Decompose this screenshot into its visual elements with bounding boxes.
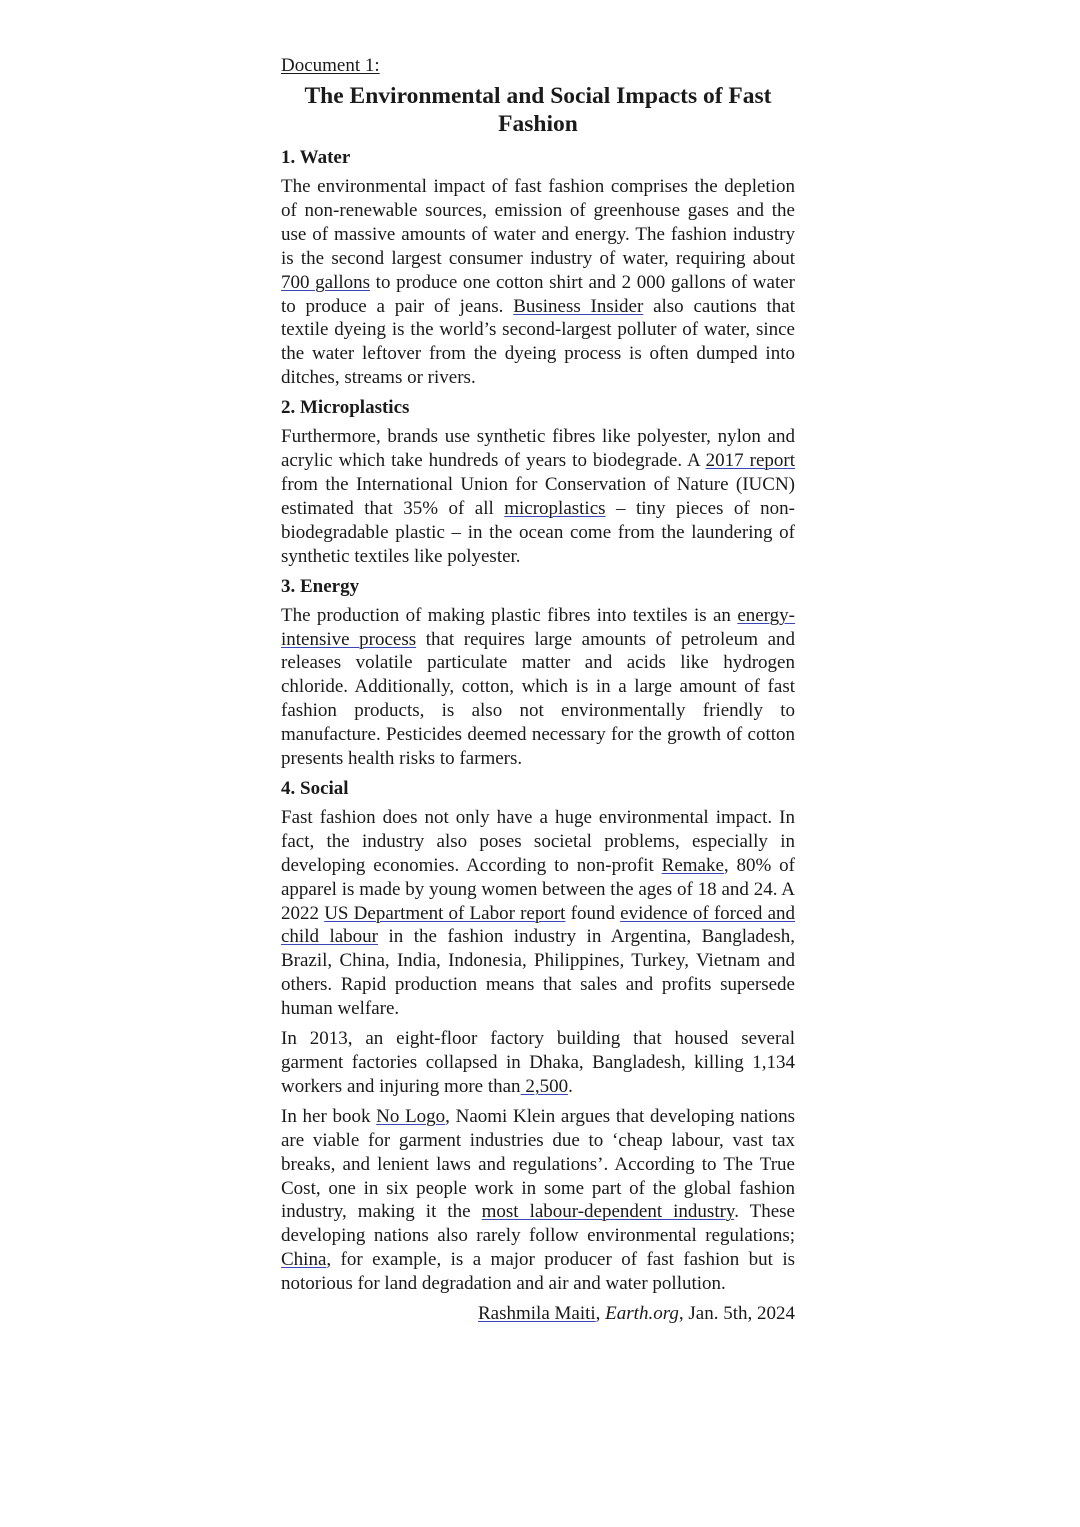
- text: The environmental impact of fast fashion comprises the depletion of non-renewable sources, emission of greenhouse gases and the use of massive amounts of water and energy. The fashion industry is the second largest consumer industry of water, requiring about: [281, 176, 795, 269]
- text: that requires large amounts of petroleum and releases volatile particulate matter and acids like hydrogen chloride. Additionally, cotton, which is in a large amount of fast fashion products, is also not environmentally friendly to manufacture. Pesticides deemed necessary for the growth of cotton presents health risks to farmers.: [281, 628, 795, 770]
- text: Fast fashion does not only have a huge environmental impact. In fact, the industry also poses societal problems, especially in developing economies. According to non-profit: [281, 806, 795, 876]
- text: Furthermore, brands use synthetic fibres like polyester, nylon and acrylic which take hundreds of years to biodegrade. A: [281, 426, 795, 472]
- section-heading: 1. Water: [281, 147, 351, 168]
- link-energy-intensive-process[interactable]: energy-intensive process: [281, 604, 795, 650]
- section-energy: [281, 575, 795, 771]
- text: – tiny pieces of non-biodegradable plastic – in the ocean come from the laundering of synthetic textiles like polyester.: [281, 497, 795, 567]
- paragraph: [281, 1027, 795, 1099]
- text: to produce one cotton shirt and 2 000 gallons of water to produce a pair of jeans.: [281, 271, 796, 317]
- text: also cautions that textile dyeing is the world’s second-largest polluter of water, since the water leftover from the dyeing process is often dumped into ditches, streams or rivers.: [281, 295, 796, 389]
- text: from the International Union for Conservation of Nature (IUCN) estimated that 35% of all: [281, 473, 795, 519]
- document-title: The Environmental and Social Impacts of Fast Fashion: [304, 83, 772, 137]
- text: , 80% of apparel is made by young women between the ages of 18 and 24. A 2022: [281, 854, 796, 924]
- link-business-insider[interactable]: Business Insider: [513, 295, 644, 317]
- document-label: Document 1:: [281, 55, 380, 76]
- text: .: [568, 1075, 573, 1097]
- paragraph: [281, 1105, 795, 1296]
- separator: ,: [678, 1303, 689, 1325]
- text: , Naomi Klein argues that developing nations are viable for garment industries due to ‘cheap labour, vast tax breaks, and lenient laws and regulations’. According to The True Cost, one in six people work in some part of the global fashion industry, making it the: [281, 1105, 796, 1223]
- section-heading: 2. Microplastics: [281, 397, 410, 419]
- link-2500[interactable]: 2,500: [520, 1075, 569, 1097]
- section-heading: 3. Energy: [281, 575, 360, 597]
- section-heading: 4. Social: [281, 777, 349, 799]
- link-china[interactable]: China: [281, 1249, 327, 1271]
- link-remake[interactable]: Remake: [661, 854, 724, 876]
- text: . These developing nations also rarely follow environmental regulations;: [281, 1201, 795, 1247]
- byline: [281, 1302, 795, 1326]
- link-microplastics[interactable]: microplastics: [504, 497, 606, 519]
- paragraph: [281, 175, 795, 390]
- text: The production of making plastic fibres into textiles is an: [281, 604, 738, 626]
- text: found: [565, 902, 621, 924]
- text: , for example, is a major producer of fast fashion but is notorious for land degradation and air and water pollution.: [281, 1249, 795, 1295]
- section-social: [281, 777, 795, 1296]
- paragraph: [281, 425, 795, 568]
- link-no-logo[interactable]: No Logo: [376, 1105, 446, 1127]
- text: In 2013, an eight-floor factory building that housed several garment factories collapsed in Dhaka, Bangladesh, killing 1,134 workers and injuring more than: [281, 1028, 795, 1097]
- section-microplastics: [281, 396, 795, 568]
- publication-date: Jan. 5th, 2024: [688, 1303, 795, 1325]
- paragraph: [281, 604, 795, 771]
- link-most-labour-dependent-industry[interactable]: most labour-dependent industry: [481, 1201, 735, 1223]
- paragraph: [281, 806, 795, 1021]
- link-forced-child-labour[interactable]: evidence of forced and child labour: [281, 902, 795, 948]
- link-us-department-of-labor-report[interactable]: US Department of Labor report: [324, 902, 566, 924]
- document-page: [281, 54, 795, 1326]
- text: In her book: [281, 1105, 377, 1127]
- link-2017-report[interactable]: 2017 report: [705, 450, 795, 472]
- separator: ,: [595, 1303, 606, 1325]
- link-700-gallons[interactable]: 700 gallons: [281, 271, 371, 293]
- publication-name: Earth.org: [605, 1303, 679, 1325]
- section-water: [281, 146, 795, 390]
- link-author[interactable]: Rashmila Maiti: [477, 1303, 596, 1325]
- text: in the fashion industry in Argentina, Bangladesh, Brazil, China, India, Indonesia, Philippines, Turkey, Vietnam and others. Rapid production means that sales and profits supersede human welfare.: [281, 926, 795, 1020]
